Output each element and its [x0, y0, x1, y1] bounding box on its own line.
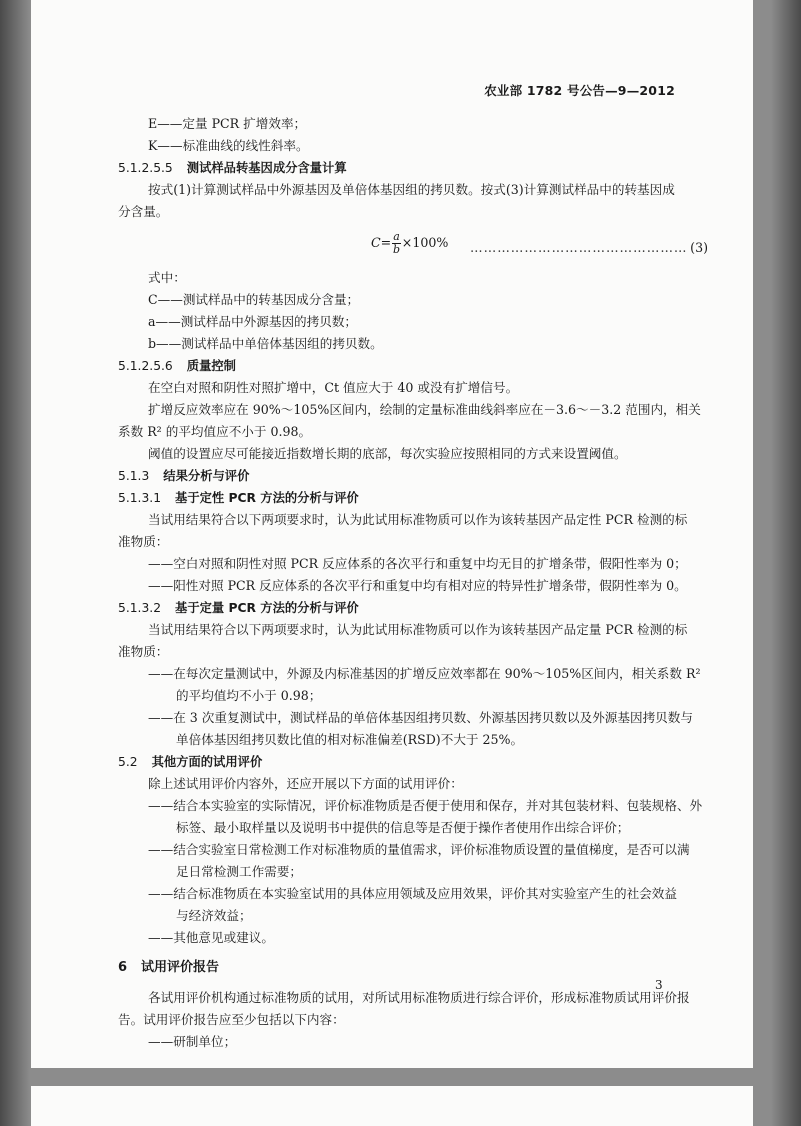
page-header: 农业部 1782 号公告—9—2012 — [484, 83, 675, 98]
list-item: ——结合本实验室的实际情况，评价标准物质是否便于使用和保存，并对其包装材料、包装规格、外 — [148, 798, 703, 813]
paragraph-line: 扩增反应效率应在 90%～105%区间内，绘制的定量标准曲线斜率应在－3.6～－3.2 范围内，相关 — [148, 402, 701, 417]
paragraph-line: 准物质： — [118, 644, 169, 659]
paragraph-line: 系数 R² 的平均值应不小于 0.98。 — [118, 424, 312, 439]
paragraph-line: 在空白对照和阴性对照扩增中，Ct 值应大于 40 或没有扩增信号。 — [148, 380, 519, 395]
section-title: 其他方面的试用评价 — [151, 755, 263, 769]
list-item: ——在 3 次重复测试中，测试样品的单倍体基因组拷贝数、外源基因拷贝数以及外源基因拷贝数与 — [148, 710, 693, 725]
section-title: 基于定量 PCR 方法的分析与评价 — [175, 601, 359, 615]
formula-numerator: a — [393, 230, 400, 243]
section-number: 5.1.2.5.5 — [118, 161, 173, 175]
section-number: 5.1.3.1 — [118, 491, 162, 505]
formula-number: (3) — [690, 240, 708, 255]
section-heading — [118, 465, 708, 487]
list-item-continuation: 单倍体基因组拷贝数比值的相对标准偏差(RSD)不大于 25%。 — [176, 732, 524, 747]
variable-definition: b——测试样品中单倍体基因组的拷贝数。 — [148, 336, 383, 351]
chapter-title: 试用评价报告 — [141, 960, 220, 975]
formula-leader-dots: ………………………………………… — [470, 240, 688, 255]
formula-denominator: b — [392, 243, 400, 256]
variable-definition: a——测试样品中外源基因的拷贝数； — [148, 314, 358, 329]
section-heading — [118, 355, 708, 377]
section-heading — [118, 487, 708, 509]
paragraph-line: 除上述试用评价内容外，还应开展以下方面的试用评价： — [148, 776, 463, 791]
list-item: ——空白对照和阴性对照 PCR 反应体系的各次平行和重复中均无目的扩增条带，假阳性率为 0； — [148, 556, 687, 571]
paragraph-line: 当试用结果符合以下两项要求时，认为此试用标准物质可以作为该转基因产品定量 PCR 检测的标 — [148, 622, 688, 637]
page-body — [118, 113, 708, 1053]
paragraph-line: 告。试用评价报告应至少包括以下内容： — [118, 1012, 345, 1027]
list-item: ——在每次定量测试中，外源及内标准基因的扩增反应效率都在 90%～105%区间内，相关系数 R² — [148, 666, 701, 681]
section-number: 5.1.2.5.6 — [118, 359, 173, 373]
section-number: 5.1.3 — [118, 469, 150, 483]
list-item-continuation: 与经济效益； — [176, 908, 252, 923]
formula-rest: ×100% — [401, 235, 449, 250]
formula-3 — [118, 223, 708, 267]
paragraph-line: 按式(1)计算测试样品中外源基因及单倍体基因组的拷贝数。按式(3)计算测试样品中的转基因成 — [148, 182, 675, 197]
section-title: 质量控制 — [186, 359, 236, 373]
chapter-number: 6 — [118, 960, 128, 975]
paragraph-line: 当试用结果符合以下两项要求时，认为此试用标准物质可以作为该转基因产品定性 PCR 检测的标 — [148, 512, 688, 527]
document-page — [31, 0, 753, 1068]
list-item: ——结合实验室日常检测工作对标准物质的量值需求，评价标准物质设置的量值梯度，是否可以满 — [148, 842, 690, 857]
variable-definition: C——测试样品中的转基因成分含量； — [148, 292, 360, 307]
paragraph-line: 分含量。 — [118, 204, 169, 219]
page-number: 3 — [655, 978, 663, 992]
section-heading — [118, 751, 708, 773]
section-number: 5.2 — [118, 755, 138, 769]
list-item: ——研制单位； — [148, 1034, 237, 1049]
list-item-continuation: 的平均值均不小于 0.98； — [176, 688, 322, 703]
paragraph-line: 准物质： — [118, 534, 169, 549]
list-item-continuation: 足日常检测工作需要； — [176, 864, 302, 879]
formula-lhs: C= — [371, 235, 392, 250]
list-item: ——结合标准物质在本实验室试用的具体应用领域及应用效果，评价其对实验室产生的社会效益 — [148, 886, 677, 901]
formula-fraction — [392, 231, 401, 256]
chapter-heading — [118, 957, 708, 979]
section-title: 测试样品转基因成分含量计算 — [186, 161, 347, 175]
next-page-edge — [31, 1086, 753, 1126]
paragraph-line: 各试用评价机构通过标准物质的试用，对所试用标准物质进行综合评价，形成标准物质试用评价报 — [148, 990, 690, 1005]
paragraph-line: 式中： — [148, 270, 186, 285]
list-item: ——其他意见或建议。 — [148, 930, 274, 945]
section-title: 基于定性 PCR 方法的分析与评价 — [175, 491, 359, 505]
variable-definition: K——标准曲线的线性斜率。 — [148, 138, 309, 153]
section-number: 5.1.3.2 — [118, 601, 162, 615]
variable-definition: E——定量 PCR 扩增效率； — [148, 116, 307, 131]
formula-expression — [371, 231, 448, 256]
list-item-continuation: 标签、最小取样量以及说明书中提供的信息等是否便于操作者使用作出综合评价； — [176, 820, 630, 835]
section-title: 结果分析与评价 — [163, 469, 250, 483]
section-heading — [118, 157, 708, 179]
list-item: ——阳性对照 PCR 反应体系的各次平行和重复中均有相对应的特异性扩增条带，假阴性率为 0。 — [148, 578, 687, 593]
section-heading — [118, 597, 708, 619]
paragraph-line: 阈值的设置应尽可能接近指数增长期的底部，每次实验应按照相同的方式来设置阈值。 — [148, 446, 627, 461]
